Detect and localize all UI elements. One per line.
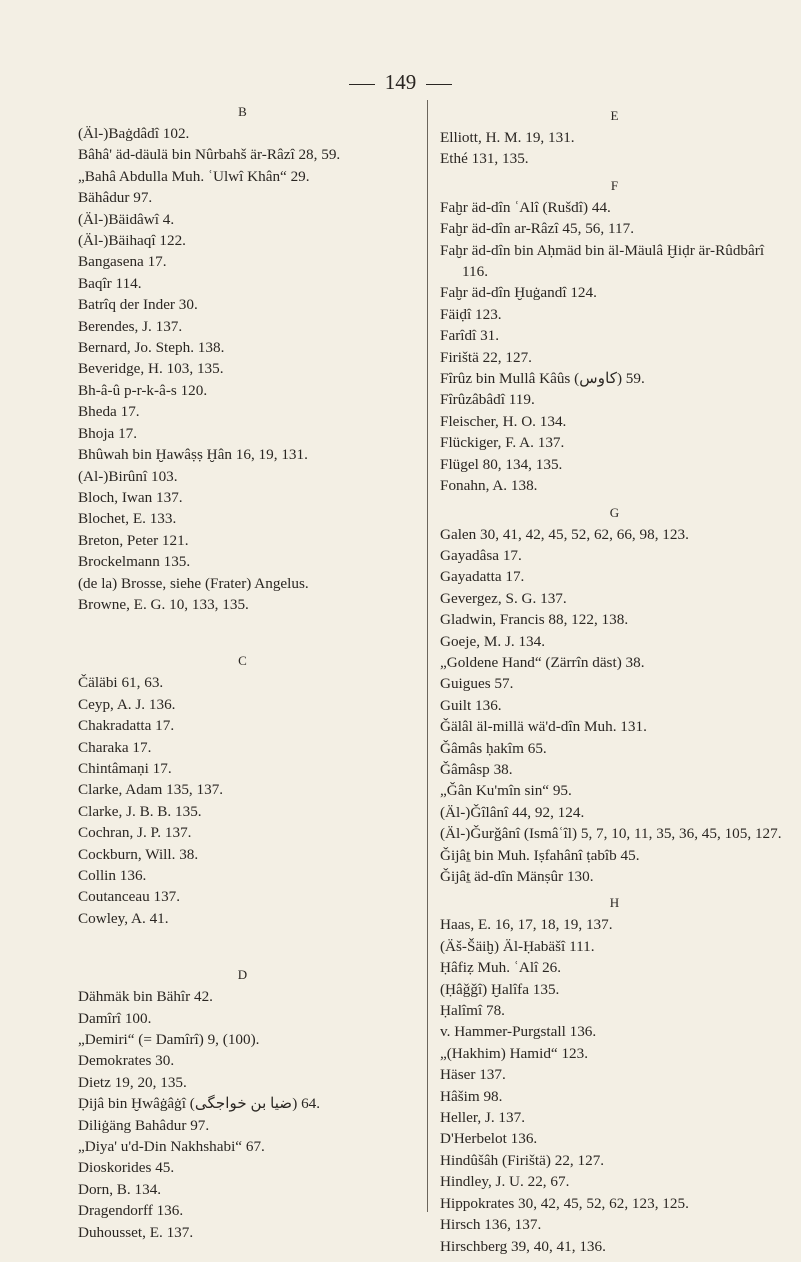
index-entry: Hâšim 98. bbox=[440, 1087, 503, 1105]
index-entry: Häser 137. bbox=[440, 1066, 506, 1084]
section-spacer bbox=[78, 615, 408, 645]
page-number: 149 bbox=[384, 70, 417, 94]
index-entry: Bhoja 17. bbox=[78, 424, 138, 442]
index-column-right bbox=[427, 100, 790, 1255]
index-entry: Clarke, Adam 135, 137. bbox=[78, 781, 224, 799]
index-entry: D'Herbelot 136. bbox=[440, 1130, 538, 1148]
index-entry: „Demiri“ (= Damîrî) 9, (100). bbox=[78, 1031, 260, 1049]
index-entry: Bernard, Jo. Steph. 138. bbox=[78, 339, 225, 357]
index-entry: Gayadatta 17. bbox=[440, 568, 525, 586]
section-letter: B bbox=[238, 104, 248, 119]
index-entry: Bloch, Iwan 137. bbox=[78, 488, 183, 506]
index-entry: Ḥalîmî 78. bbox=[440, 1002, 505, 1020]
section-letter: C bbox=[238, 653, 248, 669]
index-entry: Bâhâ' äd-däulä bin Nûrbahš är-Râzî 28, 59. bbox=[78, 146, 341, 164]
header-rule-left bbox=[349, 84, 375, 85]
index-entry: Cockburn, Will. 38. bbox=[78, 845, 199, 863]
index-entry: Ḍijâ bin Ḫwâġâġî (ضيا بن خواجگى) 64. bbox=[78, 1095, 321, 1113]
index-entry: Haas, E. 16, 17, 18, 19, 137. bbox=[440, 916, 613, 934]
index-entry: Ceyp, A. J. 136. bbox=[78, 695, 176, 713]
index-entry: Clarke, J. B. B. 135. bbox=[78, 802, 202, 820]
index-entry: Guilt 136. bbox=[440, 696, 502, 714]
index-entry: Elliott, H. M. 19, 131. bbox=[440, 129, 575, 146]
index-entry: Baqîr 114. bbox=[78, 274, 142, 292]
index-entry: „Goldene Hand“ (Zärrîn däst) 38. bbox=[440, 653, 645, 671]
index-entry: (Äl-)Bäihaqî 122. bbox=[78, 232, 186, 250]
index-entry: Heller, J. 137. bbox=[440, 1109, 526, 1127]
index-entry: Gladwin, Francis 88, 122, 138. bbox=[440, 611, 629, 629]
index-entry: „Diya' u'd-Din Nakhshabi“ 67. bbox=[78, 1138, 265, 1156]
index-entry: „(Hakhim) Hamid“ 123. bbox=[440, 1044, 589, 1062]
index-entry: Hippokrates 30, 42, 45, 52, 62, 123, 125. bbox=[440, 1194, 689, 1212]
index-entry: „Bahâ Abdulla Muh. ʿUlwî Khân“ 29. bbox=[78, 167, 310, 185]
index-entry: Gevergez, S. G. 137. bbox=[440, 589, 567, 607]
index-entry: Blochet, E. 133. bbox=[78, 510, 177, 528]
index-entry: (de la) Brosse, siehe (Frater) Angelus. bbox=[78, 574, 309, 592]
index-entry: Duhousset, E. 137. bbox=[78, 1223, 194, 1241]
index-entry: Guigues 57. bbox=[440, 675, 514, 693]
index-entry: Dähmäk bin Bähîr 42. bbox=[78, 988, 213, 1006]
index-entry: Fleischer, H. O. 134. bbox=[440, 412, 567, 430]
section-spacer bbox=[78, 929, 408, 959]
index-entry: Ǧâmâsp 38. bbox=[440, 760, 513, 778]
index-entry: Hindley, J. U. 22, 67. bbox=[440, 1173, 570, 1191]
section-letter: F bbox=[610, 177, 620, 193]
index-entry: Fäiḍî 123. bbox=[440, 305, 502, 323]
index-entry: (Ḥâǧǧî) Ḫalîfa 135. bbox=[440, 980, 560, 998]
index-entry: Galen 30, 41, 42, 45, 52, 62, 66, 98, 123. bbox=[440, 525, 689, 543]
index-entry: Ǧijâṯ äd-dîn Mänṣûr 130. bbox=[440, 868, 594, 885]
section-letter: E bbox=[610, 108, 620, 123]
index-entry: Bangasena 17. bbox=[78, 253, 167, 271]
index-entry: (Äl-)Ǧurǧânî (Ismâʿîl) 5, 7, 10, 11, 35, 36, 45, 105, 127. bbox=[440, 825, 782, 843]
index-entry: Čäläbi 61, 63. bbox=[78, 674, 164, 692]
index-entry: Brockelmann 135. bbox=[78, 553, 191, 571]
index-entry: Ǧijâṯ bin Muh. Iṣfahânî ṭabîb 45. bbox=[440, 846, 640, 864]
index-entry: (Äš-Šäiḫ) Äl-Ḥabäšî 111. bbox=[440, 937, 595, 955]
index-entry: Ǧâmâs ḥakîm 65. bbox=[440, 739, 547, 757]
index-entry: Bähâdur 97. bbox=[78, 189, 153, 207]
index-entry: v. Hammer-Purgstall 136. bbox=[440, 1023, 597, 1041]
index-entry: Ǧälâl äl-millä wä'd-dîn Muh. 131. bbox=[440, 718, 647, 736]
index-entry: Faḫr äd-dîn Ḫuġandî 124. bbox=[440, 284, 597, 302]
index-entry: Charaka 17. bbox=[78, 738, 152, 756]
index-entry: Chintâmaṇi 17. bbox=[78, 759, 172, 777]
index-entry: Dorn, B. 134. bbox=[78, 1180, 162, 1198]
index-entry: Collin 136. bbox=[78, 867, 147, 884]
header-rule-right bbox=[426, 84, 452, 85]
index-entry: Faḫr äd-dîn bin Aḥmäd bin äl-Mäulâ Ḫiḍr är-Rûdbârî 116. bbox=[440, 241, 765, 281]
index-entry: Hirschberg 39, 40, 41, 136. bbox=[440, 1237, 606, 1255]
index-entry: Firištä 22, 127. bbox=[440, 348, 532, 366]
index-entry: Dioskorides 45. bbox=[78, 1159, 175, 1177]
index-entry: Bhûwah bin Ḫawâṣṣ Ḫân 16, 19, 131. bbox=[78, 446, 308, 464]
index-entry: Browne, E. G. 10, 133, 135. bbox=[78, 595, 249, 613]
index-entry: Hirsch 136, 137. bbox=[440, 1216, 542, 1234]
index-entry: (Äl-)Ǧîlânî 44, 92, 124. bbox=[440, 803, 585, 821]
index-entry: Faḫr äd-dîn ar-Râzî 45, 56, 117. bbox=[440, 220, 634, 238]
index-entry: Goeje, M. J. 134. bbox=[440, 632, 546, 650]
index-entry: Fîrûz bin Mullâ Kâûs (كاوس) 59. bbox=[440, 370, 645, 388]
index-entry: Diliġäng Bahâdur 97. bbox=[78, 1116, 210, 1134]
index-entry: Bheda 17. bbox=[78, 403, 140, 421]
index-entry: (Äl-)Baġdâdî 102. bbox=[78, 125, 190, 142]
index-entry: Dragendorff 136. bbox=[78, 1202, 184, 1220]
index-entry: Faḫr äd-dîn ʿAlî (Rušdî) 44. bbox=[440, 198, 611, 216]
index-entry: Beveridge, H. 103, 135. bbox=[78, 360, 224, 378]
index-entry: Coutanceau 137. bbox=[78, 888, 181, 906]
index-column-left bbox=[78, 96, 408, 1243]
index-entry: Ḥâfiẓ Muh. ʿAlî 26. bbox=[440, 959, 562, 977]
index-entry: Fonahn, A. 138. bbox=[440, 477, 538, 495]
section-letter: H bbox=[609, 895, 621, 911]
index-entry: Damîrî 100. bbox=[78, 1009, 152, 1027]
index-entry: Berendes, J. 137. bbox=[78, 317, 183, 335]
index-entry: (Al-)Birûnî 103. bbox=[78, 467, 178, 485]
index-entry: Cowley, A. 41. bbox=[78, 909, 169, 927]
index-entry: Fîrûzâbâdî 119. bbox=[440, 391, 535, 409]
section-letter: D bbox=[237, 967, 249, 983]
index-entry: Cochran, J. P. 137. bbox=[78, 824, 192, 842]
index-entry: Chakradatta 17. bbox=[78, 717, 175, 735]
index-entry: Demokrates 30. bbox=[78, 1052, 175, 1070]
index-entry: (Äl-)Bäidâwî 4. bbox=[78, 210, 175, 228]
index-entry: Bh-â-û p-r-k-â-s 120. bbox=[78, 381, 208, 399]
index-entry: Flückiger, F. A. 137. bbox=[440, 434, 565, 452]
section-letter: G bbox=[609, 504, 621, 520]
index-entry: Hindûšâh (Firištä) 22, 127. bbox=[440, 1151, 605, 1169]
index-entry: Ethé 131, 135. bbox=[440, 150, 529, 168]
index-entry: Gayadâsa 17. bbox=[440, 546, 522, 564]
index-entry: „Ǧân Ku'mîn sin“ 95. bbox=[440, 782, 572, 800]
index-entry: Flügel 80, 134, 135. bbox=[440, 455, 563, 473]
index-entry: Batrîq der Inder 30. bbox=[78, 296, 198, 314]
index-entry: Dietz 19, 20, 135. bbox=[78, 1073, 187, 1091]
index-entry: Breton, Peter 121. bbox=[78, 531, 189, 549]
index-entry: Farîdî 31. bbox=[440, 327, 500, 345]
